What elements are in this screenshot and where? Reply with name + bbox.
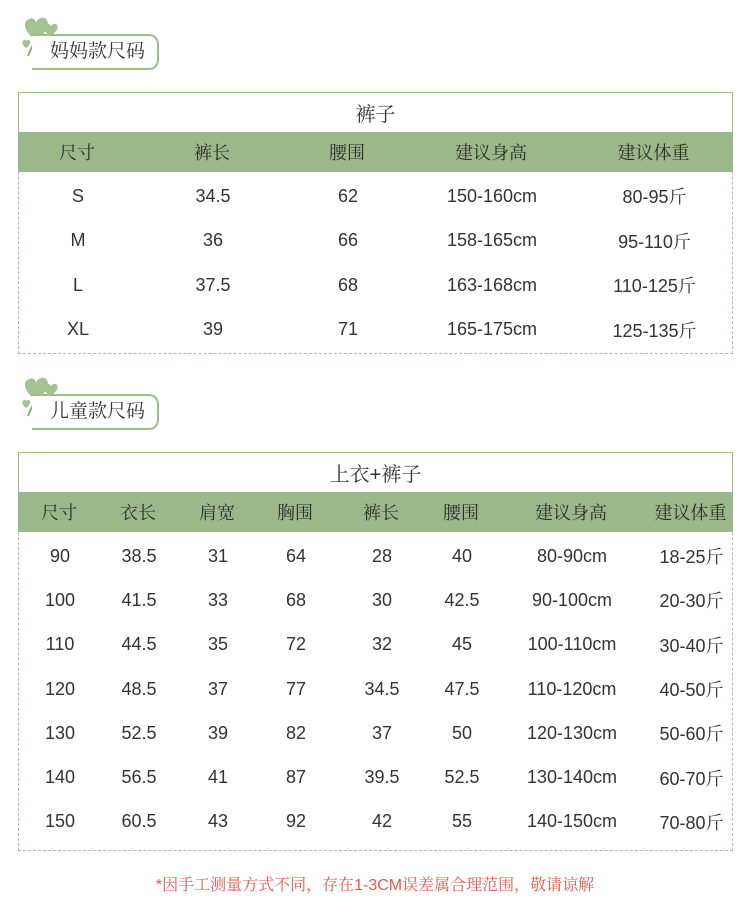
table-cell: 52.5	[444, 767, 480, 788]
table-cell: 18-25斤	[659, 547, 724, 568]
mom-header-cell: 建议身高	[455, 143, 527, 163]
table-cell: 130-140cm	[526, 767, 618, 788]
table-cell: 95-110斤	[618, 231, 691, 252]
kids-header-cell: 腰围	[443, 503, 479, 523]
table-cell: 140-150cm	[526, 811, 618, 832]
kids-header-cell: 胸围	[277, 503, 313, 523]
table-cell: 130	[44, 722, 76, 743]
table-cell: 68	[337, 274, 359, 295]
table-cell: 33	[207, 589, 229, 610]
kids-section-title: 儿童款尺码	[32, 394, 159, 430]
table-cell: 48.5	[121, 678, 157, 699]
table-cell: 50	[451, 722, 473, 743]
kids-header-cell: 尺寸	[41, 503, 77, 523]
table-cell: 28	[371, 545, 393, 566]
table-cell: 87	[285, 767, 307, 788]
table-cell: 41.5	[121, 589, 157, 610]
table-cell: M	[70, 230, 86, 251]
table-cell: 80-95斤	[622, 187, 687, 208]
mom-table-title: 裤子	[18, 92, 733, 132]
table-cell: 40-50斤	[659, 680, 724, 701]
table-cell: 37.5	[195, 274, 231, 295]
table-cell: 110-120cm	[527, 678, 617, 699]
table-cell: 52.5	[121, 722, 157, 743]
table-row	[19, 755, 732, 799]
table-cell: 37	[371, 722, 393, 743]
table-cell: 39.5	[364, 767, 400, 788]
table-cell: 110	[45, 634, 75, 655]
table-cell: 163-168cm	[446, 274, 538, 295]
table-cell: 68	[285, 589, 307, 610]
table-cell: 40	[451, 545, 473, 566]
table-cell: 38.5	[121, 545, 157, 566]
table-cell: 70-80斤	[659, 812, 724, 833]
table-cell: 92	[285, 811, 307, 832]
table-cell: 41	[207, 767, 229, 788]
table-cell: 34.5	[364, 678, 400, 699]
table-cell: 39	[202, 319, 224, 340]
table-cell: 82	[285, 722, 307, 743]
table-cell: 125-135斤	[612, 320, 697, 341]
table-cell: 43	[207, 811, 229, 832]
kids-table-title: 上衣+裤子	[18, 452, 733, 492]
table-cell: 32	[371, 634, 393, 655]
table-cell: 110-125斤	[613, 276, 696, 297]
table-row	[19, 578, 732, 622]
table-cell: 80-90cm	[536, 545, 608, 566]
kids-header-cell: 裤长	[363, 503, 399, 523]
table-cell: 120-130cm	[526, 722, 618, 743]
table-cell: 100-110cm	[527, 634, 617, 655]
kids-table-header	[18, 492, 733, 532]
table-cell: 100	[44, 589, 76, 610]
table-cell: 50-60斤	[659, 724, 724, 745]
table-cell: 71	[337, 319, 359, 340]
table-cell: 34.5	[195, 185, 231, 206]
table-cell: 150-160cm	[446, 185, 538, 206]
table-row	[19, 667, 732, 711]
table-cell: 44.5	[121, 634, 157, 655]
table-cell: XL	[66, 319, 90, 340]
table-cell: 20-30斤	[659, 591, 724, 612]
table-cell: 36	[202, 230, 224, 251]
table-cell: 90	[49, 545, 71, 566]
table-cell: 39	[207, 722, 229, 743]
mom-header-cell: 裤长	[194, 143, 230, 163]
kids-size-table	[18, 452, 733, 851]
table-cell: 140	[44, 767, 76, 788]
table-cell: 150	[44, 811, 76, 832]
kids-header-cell: 建议身高	[535, 503, 607, 523]
table-cell: 64	[285, 545, 307, 566]
table-cell: 55	[451, 811, 473, 832]
measurement-note: *因手工测量方式不同，存在1-3CM误差属合理范围，敬请谅解	[155, 877, 595, 894]
table-cell: 72	[285, 634, 307, 655]
table-cell: 30-40斤	[659, 635, 724, 656]
table-row	[19, 534, 732, 578]
table-cell: 60-70斤	[659, 768, 724, 789]
table-cell: 42.5	[444, 589, 480, 610]
table-row	[19, 263, 732, 308]
kids-header-cell: 衣长	[120, 503, 156, 523]
table-cell: 62	[337, 185, 359, 206]
table-cell: 90-100cm	[531, 589, 613, 610]
table-row	[19, 800, 732, 844]
table-cell: 165-175cm	[446, 319, 538, 340]
table-row	[19, 623, 732, 667]
table-row	[19, 174, 732, 219]
table-cell: 42	[371, 811, 393, 832]
kids-table-body	[19, 532, 732, 844]
mom-section-title: 妈妈款尺码	[32, 34, 159, 70]
mom-table-header	[18, 132, 733, 172]
mom-section-badge	[16, 10, 186, 70]
kids-section-badge	[16, 370, 186, 430]
kids-header-cell: 建议体重	[654, 503, 727, 523]
table-cell: 77	[285, 678, 307, 699]
kids-header-cell: 肩宽	[199, 503, 235, 523]
mom-header-cell: 腰围	[329, 143, 365, 163]
table-cell: 66	[337, 230, 359, 251]
table-cell: S	[71, 185, 84, 206]
table-row	[19, 219, 732, 264]
table-cell: 45	[451, 634, 473, 655]
table-cell: 30	[371, 589, 393, 610]
mom-size-table	[18, 92, 733, 354]
table-cell: L	[72, 274, 83, 295]
table-cell: 37	[207, 678, 229, 699]
table-row	[19, 711, 732, 755]
mom-header-cell: 建议体重	[617, 143, 690, 163]
table-cell: 120	[44, 678, 76, 699]
mom-table-body	[19, 172, 732, 352]
mom-header-cell: 尺寸	[59, 143, 95, 163]
table-cell: 35	[207, 634, 229, 655]
table-cell: 31	[207, 545, 229, 566]
table-cell: 60.5	[121, 811, 157, 832]
table-cell: 47.5	[444, 678, 480, 699]
table-cell: 56.5	[121, 767, 157, 788]
table-cell: 158-165cm	[446, 230, 538, 251]
table-row	[19, 308, 732, 353]
